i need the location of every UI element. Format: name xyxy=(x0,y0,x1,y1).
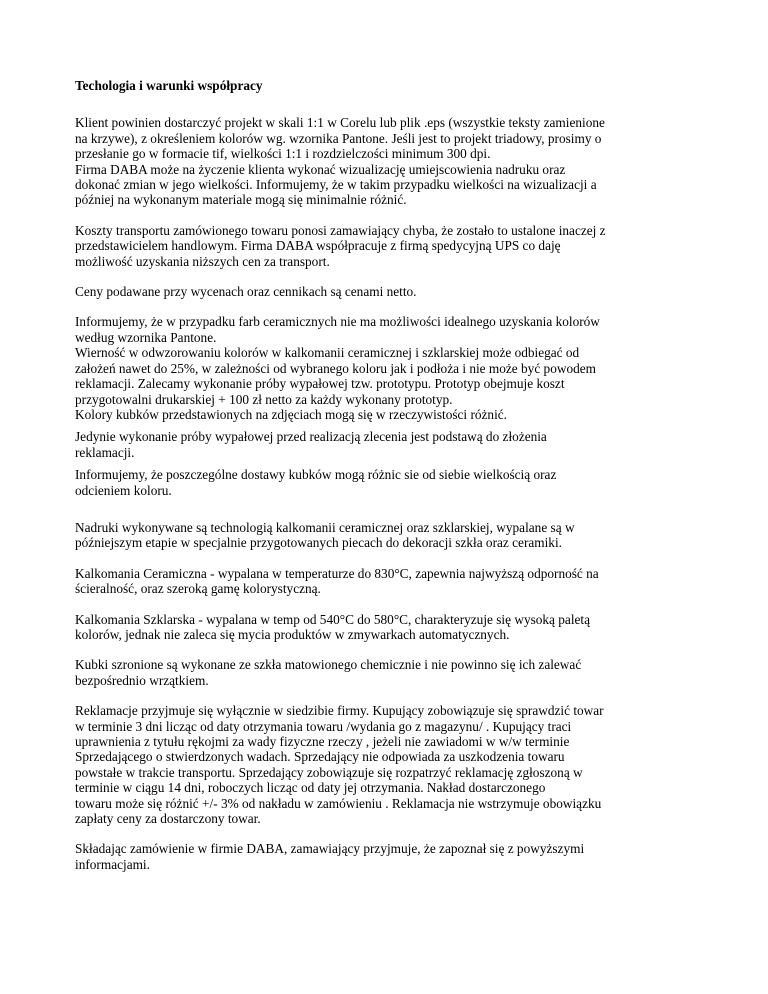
text-line: na krzywe), z określeniem kolorów wg. wzornika Pantone. Jeśli jest to projekt triadowy, prosimy o xyxy=(75,130,602,146)
paragraph-deliveries xyxy=(75,467,715,498)
paragraph-ceramic-colors xyxy=(75,314,715,422)
text-line: Kalkomania Szklarska - wypalana w temp od 540°C do 580°C, charakteryzuje się wysoką paletą xyxy=(75,611,591,627)
text-line: późniejszym etapie w specjalnie przygotowanych piecach do dekoracji szkła oraz ceramiki. xyxy=(75,535,562,551)
paragraph-print-technology xyxy=(75,520,715,551)
text-line: Kolory kubków przedstawionych na zdjęciach mogą się w rzeczywistości różnić. xyxy=(75,406,507,422)
text-line: później na wykonanym materiale mogą się minimalnie różnić. xyxy=(75,192,407,208)
paragraph-glass-decal xyxy=(75,612,715,643)
text-line: przygotowalni drukarskiej + 100 zł netto za każdy wykonany prototyp. xyxy=(75,391,453,407)
text-line: Wierność w odwzorowaniu kolorów w kalkomanii ceramicznej i szklarskiej może odbiegać od xyxy=(75,345,580,361)
text-line: przesłanie go w formacie tif, wielkości 1:1 i rozdzielczości minimum 300 dpi. xyxy=(75,146,491,162)
paragraph-project-requirements xyxy=(75,115,715,207)
text-line: założeń nawet do 25%, w zależności od wybranego koloru jak i podłoża i nie może być powodem xyxy=(75,360,596,376)
paragraph-transport-costs xyxy=(75,223,715,269)
text-line: bezpośrednio wrzątkiem. xyxy=(75,672,209,688)
text-line: Informujemy, że w przypadku farb ceramicznych nie ma możliwości idealnego uzyskania kolorów xyxy=(75,314,600,330)
text-line: zapłaty ceny za dostarczony towar. xyxy=(75,811,261,827)
text-line: Sprzedającego o stwierdzonych wadach. Sprzedający nie odpowiada za uszkodzenia towaru xyxy=(75,749,565,765)
text-line: towaru może się różnić +/- 3% od nakładu w zamówieniu . Reklamacja nie wstrzymuje obowiązku xyxy=(75,795,602,811)
paragraph-net-prices xyxy=(75,284,715,299)
text-line: ścieralność, oraz szeroką gamę kolorystyczną. xyxy=(75,581,321,597)
text-line: Koszty transportu zamówionego towaru ponosi zamawiający chyba, że zostało to ustalone inaczej z xyxy=(75,222,606,238)
text-line: Klient powinien dostarczyć projekt w skali 1:1 w Corelu lub plik .eps (wszystkie teksty zamienione xyxy=(75,115,605,131)
text-line: Składając zamówienie w firmie DABA, zamawiający przyjmuje, że zapoznał się z powyższymi xyxy=(75,841,585,857)
document-page xyxy=(75,78,715,887)
text-line: dokonać zmian w jego wielkości. Informujemy, że w takim przypadku wielkości na wizualizacji a xyxy=(75,177,597,193)
text-line: powstałe w trakcie transportu. Sprzedający zobowiązuje się rozpatrzyć reklamację zgłoszoną w xyxy=(75,764,583,780)
text-line: przedstawicielem handlowym. Firma DABA współpracuje z firmą spedycyjną UPS co daję xyxy=(75,238,561,254)
paragraph-order-acceptance xyxy=(75,841,715,872)
text-line: w terminie 3 dni licząc od daty otrzymania towaru /wydania go z magazynu/ . Kupujący traci xyxy=(75,718,572,734)
paragraph-ceramic-decal xyxy=(75,566,715,597)
paragraph-frosted-mugs xyxy=(75,657,715,688)
text-line: reklamacji. Zalecamy wykonanie próby wypałowej tzw. prototypu. Prototyp obejmuje koszt xyxy=(75,376,565,392)
text-line: Informujemy, że poszczególne dostawy kubków mogą różnic sie od siebie wielkością oraz xyxy=(75,467,557,483)
text-line: informacjami. xyxy=(75,856,150,872)
text-line: uprawnienia z tytułu rękojmi za wady fizyczne rzeczy , jeżeli nie zawiadomi w w/w terminie xyxy=(75,734,570,749)
text-line: terminie w ciągu 14 dni, roboczych licząc od daty jej otrzymania. Nakład dostarczonego xyxy=(75,780,546,796)
text-line: Firma DABA może na życzenie klienta wykonać wizualizację umiejscowienia nadruku oraz xyxy=(75,161,566,177)
text-line: Jedynie wykonanie próby wypałowej przed realizacją zlecenia jest podstawą do złożenia xyxy=(75,429,547,445)
text-line: Kubki szronione są wykonane ze szkła matowionego chemicznie i nie powinno się ich zalewać xyxy=(75,657,582,673)
text-line: odcieniem koloru. xyxy=(75,482,172,498)
text-line: kolorów, jednak nie zaleca się mycia produktów w zmywarkach automatycznych. xyxy=(75,626,510,642)
paragraph-complaints xyxy=(75,703,715,826)
text-line: według wzornika Pantone. xyxy=(75,329,217,345)
document-title: Techologia i warunki współpracy xyxy=(75,78,263,93)
paragraph-firing-test xyxy=(75,429,715,460)
text-line: Ceny podawane przy wycenach oraz cennikach są cenami netto. xyxy=(75,284,417,300)
text-line: możliwość uzyskania niższych cen za transport. xyxy=(75,253,330,269)
text-line: Reklamacje przyjmuje się wyłącznie w siedzibie firmy. Kupujący zobowiązuje się sprawdzić towar xyxy=(75,703,604,719)
text-line: Kalkomania Ceramiczna - wypalana w temperaturze do 830°C, zapewnia najwyższą odporność na xyxy=(75,565,599,581)
text-line: Nadruki wykonywane są technologią kalkomanii ceramicznej oraz szklarskiej, wypalane są w xyxy=(75,519,575,535)
text-line: reklamacji. xyxy=(75,444,135,460)
